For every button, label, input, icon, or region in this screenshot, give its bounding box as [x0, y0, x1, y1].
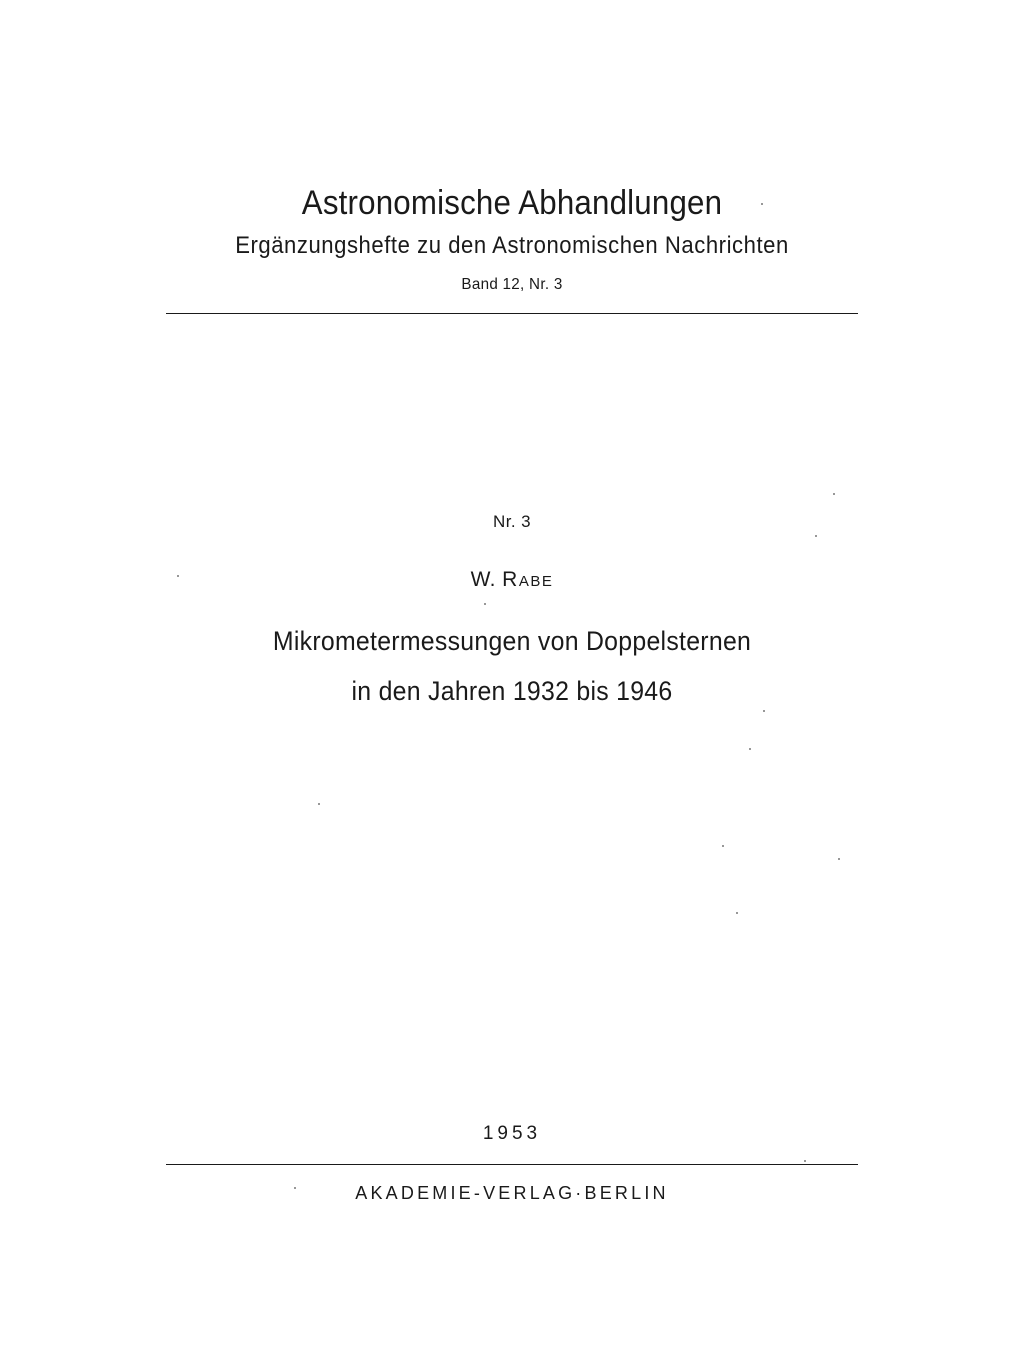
volume-number: Band 12, Nr. 3 [461, 276, 563, 293]
scan-speck [294, 1187, 296, 1189]
scan-speck [736, 912, 738, 914]
scan-speck [804, 1160, 806, 1162]
scan-speck [815, 535, 817, 537]
scan-speck [838, 858, 840, 860]
top-divider [166, 313, 858, 314]
scan-speck [763, 710, 765, 712]
scan-speck [177, 575, 179, 577]
issue-number: Nr. 3 [493, 512, 531, 531]
scan-speck [484, 603, 486, 605]
paper-title-line-1: Mikrometermessungen von Doppelsternen [272, 626, 752, 656]
scan-speck [749, 748, 751, 750]
author [0, 568, 1024, 592]
scan-speck [761, 203, 763, 205]
paper-title-line-2: in den Jahren 1932 bis 1946 [351, 676, 673, 706]
publication-year: 1953 [482, 1123, 542, 1144]
bottom-divider [166, 1164, 858, 1165]
scan-speck [722, 845, 724, 847]
series-title: Astronomische Abhandlungen [301, 184, 723, 222]
scan-speck [833, 493, 835, 495]
publisher: AKADEMIE-VERLAG·BERLIN [355, 1183, 669, 1203]
scan-speck [318, 803, 320, 805]
author-surname: Rabe [502, 568, 554, 591]
author-initial: W. [470, 568, 496, 591]
series-subtitle: Ergänzungshefte zu den Astronomischen Nachrichten [235, 232, 789, 259]
